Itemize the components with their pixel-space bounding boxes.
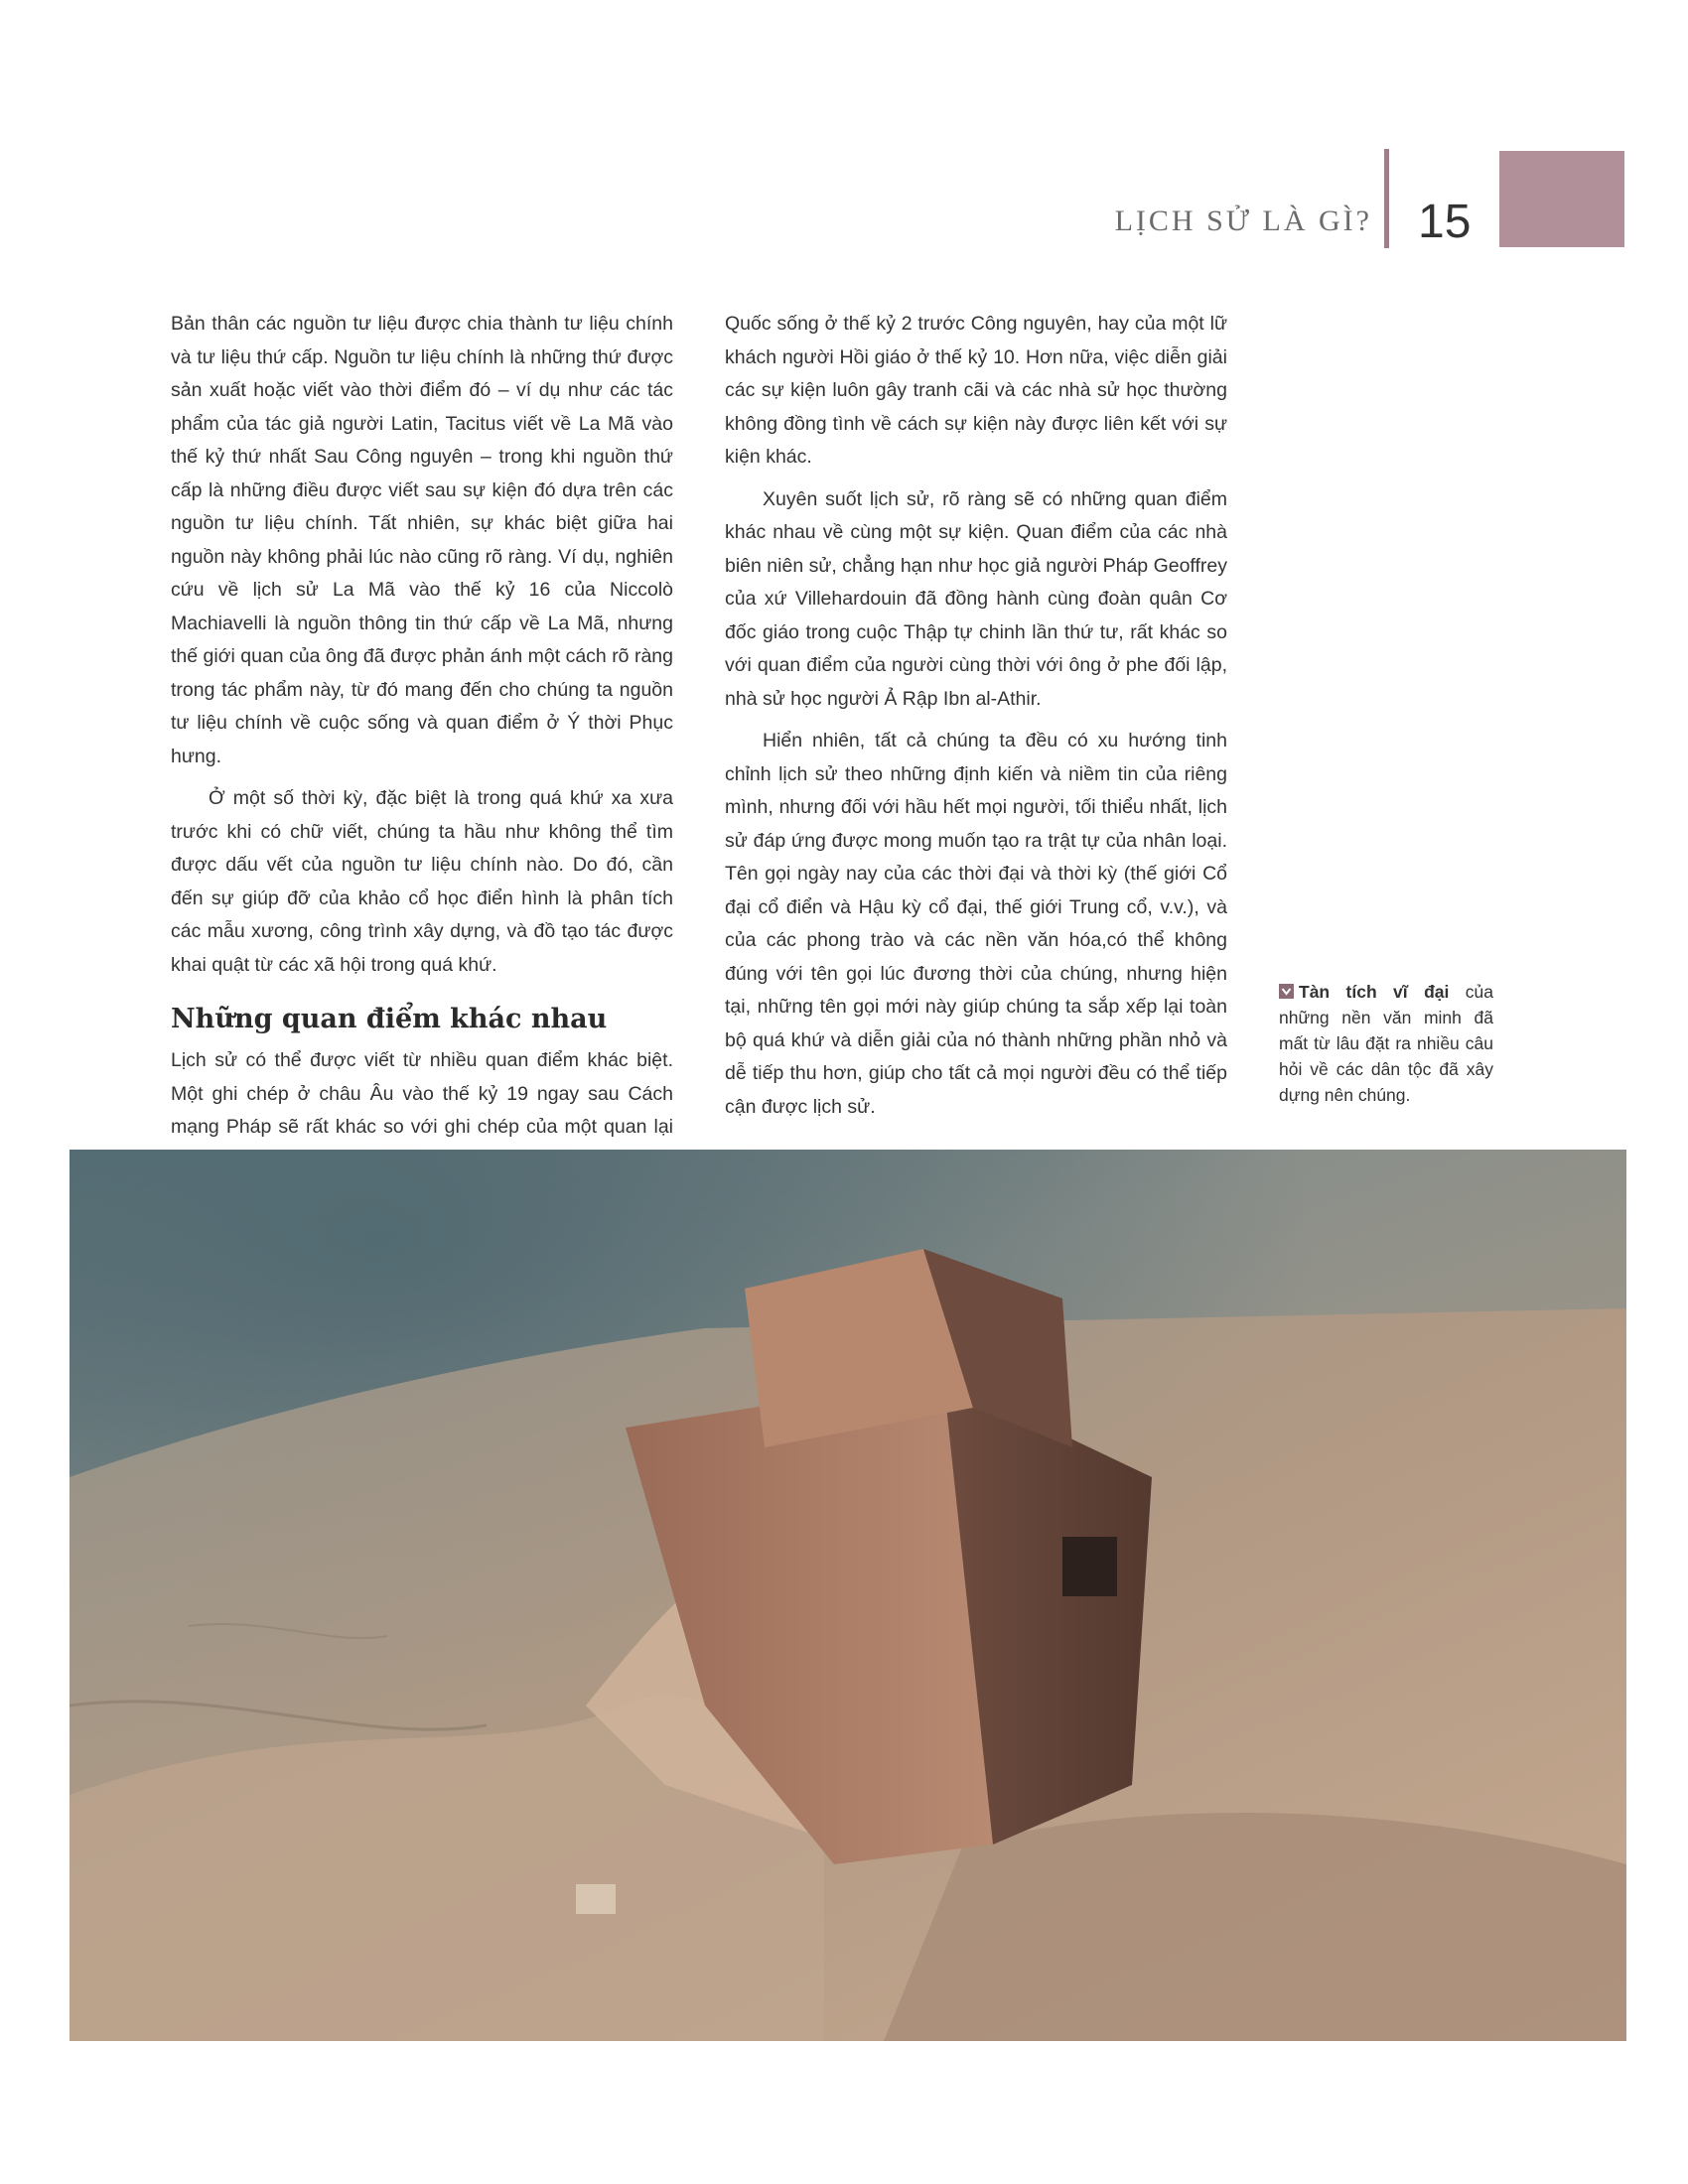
caption-text: của những nền văn minh đã mất từ lâu đặt ra nhiều câu hỏi về các dân tộc đã xây dựng nên chúng. [1279, 982, 1493, 1105]
page-number: 15 [1418, 196, 1472, 248]
arrow-down-square-icon [1279, 984, 1294, 999]
pyramid-photo [70, 1150, 1626, 2041]
section-heading: Những quan điểm khác nhau [171, 1004, 608, 1034]
paragraph: Ở một số thời kỳ, đặc biệt là trong quá khứ xa xưa trước khi có chữ viết, chúng ta hầu như không thể tìm được dấu vết của nguồn tư liệu chính nào. Do đó, cần đến sự giúp đỡ của khảo cổ học điển hình là phân tích các mẫu xương, công trình xây dựng, và đồ tạo tác được khai quật từ các xã hội trong quá khứ. [171, 787, 673, 976]
running-header-title: LỊCH SỬ LÀ GÌ? [1114, 205, 1372, 237]
caption-lead: Tàn tích vĩ đại [1299, 982, 1450, 1002]
text-column-left [171, 308, 673, 1186]
photo-caption [1279, 979, 1493, 1108]
header-color-block [1499, 151, 1624, 247]
header-divider [1384, 149, 1389, 248]
paragraph: Bản thân các nguồn tư liệu được chia thành tư liệu chính và tư liệu thứ cấp. Nguồn tư liệu chính là những thứ được sản xuất hoặc viết vào thời điểm đó – ví dụ như các tác phẩm của tác giả người Latin, Tacitus viết về La Mã vào thế kỷ thứ nhất Sau Công nguyên – trong khi nguồn thứ cấp là những điều được viết sau sự kiện đó dựa trên các nguồn tư liệu chính. Tất nhiên, sự khác biệt giữa hai nguồn này không phải lúc nào cũng rõ ràng. Ví dụ, nghiên cứu về lịch sử La Mã vào thế kỷ 16 của Niccolò Machiavelli là nguồn thông tin thứ cấp về La Mã, nhưng thế giới quan của ông đã được phản ánh một cách rõ ràng trong tác phẩm này, từ đó mang đến cho chúng ta nguồn tư liệu chính về cuộc sống và quan điểm ở Ý thời Phục hưng. [171, 313, 673, 767]
paragraph: Lịch sử có thể được viết từ nhiều quan điểm khác biệt. Một ghi chép ở châu Âu vào thế kỷ 19 ngay sau Cách mạng Pháp sẽ rất khác so với ghi chép của một quan lại [171, 1049, 673, 1138]
text-column-right [725, 308, 1227, 1133]
paragraph: Quốc sống ở thế kỷ 2 trước Công nguyên, hay của một lữ khách người Hồi giáo ở thế kỷ 10. Hơn nữa, việc diễn giải các sự kiện luôn gây tranh cãi và các nhà sử học thường không đồng tình về cách sự kiện này được liên kết với sự kiện khác. [725, 313, 1227, 468]
paragraph: Xuyên suốt lịch sử, rõ ràng sẽ có những quan điểm khác nhau về cùng một sự kiện. Quan điểm của các nhà biên niên sử, chẳng hạn như học giả người Pháp Geoffrey của xứ Villehardouin đã đồng hành cùng đoàn quân Cơ đốc giáo trong cuộc Thập tự chinh lần thứ tư, rất khác so với quan điểm của người cùng thời với ông ở phe đối lập, nhà sử học người Ả Rập Ibn al-Athir. [725, 487, 1227, 710]
paragraph: Hiển nhiên, tất cả chúng ta đều có xu hướng tinh chỉnh lịch sử theo những định kiến và niềm tin của riêng mình, nhưng đối với hầu hết mọi người, tối thiểu nhất, lịch sử đáp ứng được mong muốn tạo ra trật tự của nhân loại. Tên gọi ngày nay của các thời đại và thời kỳ (thế giới Cổ đại cổ điển và Hậu kỳ cổ đại, thế giới Trung cổ, v.v.), và của các phong trào và các nền văn hóa,có thể không đúng với tên gọi lúc đương thời của chúng, nhưng hiện tại, những tên gọi mới này giúp chúng ta sắp xếp lại toàn bộ quá khứ và diễn giải của nó thành những phần nhỏ và dễ tiếp thu hơn, giúp cho tất cả mọi người đều có thể tiếp cận được lịch sử. [725, 730, 1227, 1118]
